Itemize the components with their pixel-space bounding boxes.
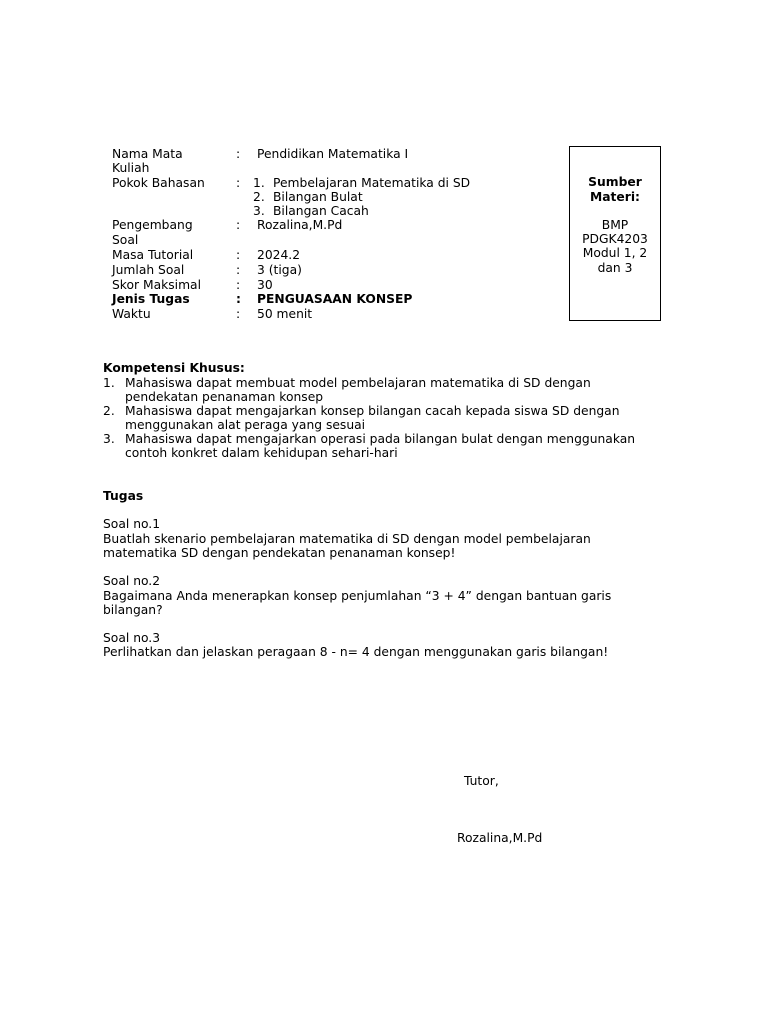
competency-text: Mahasiswa dapat membuat model pembelajaran matematika di SD dengan (125, 376, 591, 390)
source-line: dan 3 (597, 261, 633, 275)
source-line: BMP (601, 218, 629, 232)
competency-text: Mahasiswa dapat mengajarkan operasi pada bilangan bulat dengan menggunakan (125, 432, 636, 446)
tutorial-period-value: 2024.2 (257, 248, 301, 262)
question-text-cont: matematika SD dengan pendekatan penanaman konsep! (103, 546, 456, 560)
task-type-label: Jenis Tugas (112, 292, 190, 306)
task-type-colon: : (236, 292, 241, 306)
topic-label: Pokok Bahasan (112, 176, 205, 190)
question-text: Bagaimana Anda menerapkan konsep penjumlahan “3 + 4” dengan bantuan garis (103, 589, 612, 603)
course-name-value: Pendidikan Matematika I (257, 147, 409, 161)
question-count-colon: : (236, 263, 241, 277)
competency-text-cont: pendekatan penanaman konsep (125, 390, 324, 404)
duration-value: 50 menit (257, 307, 313, 321)
signature-role: Tutor, (464, 774, 499, 788)
topic-item-text: Bilangan Bulat (273, 190, 363, 204)
course-name-label-cont: Kuliah (112, 161, 150, 175)
source-line: Modul 1, 2 (582, 246, 648, 260)
duration-label: Waktu (112, 307, 151, 321)
question-text: Perlihatkan dan jelaskan peragaan 8 - n= 4 dengan menggunakan garis bilangan! (103, 645, 609, 659)
competency-text-cont: contoh konkret dalam kehidupan sehari-hari (125, 446, 398, 460)
duration-colon: : (236, 307, 241, 321)
task-type-value: PENGUASAAN KONSEP (257, 292, 413, 306)
question-count-label: Jumlah Soal (112, 263, 185, 277)
question-text-cont: bilangan? (103, 603, 163, 617)
competency-number: 1. (103, 376, 115, 390)
developer-colon: : (236, 218, 241, 232)
question-text: Buatlah skenario pembelajaran matematika di SD dengan model pembelajaran (103, 532, 591, 546)
competencies-heading: Kompetensi Khusus: (103, 361, 245, 375)
developer-label: Pengembang (112, 218, 193, 232)
source-title: Sumber (588, 175, 642, 189)
source-title-cont: Materi: (590, 190, 640, 204)
topic-item-number: 3. (253, 204, 265, 218)
topic-item-text: Bilangan Cacah (273, 204, 369, 218)
source-material-box (569, 146, 661, 321)
topic-item-number: 1. (253, 176, 265, 190)
max-score-label: Skor Maksimal (112, 278, 201, 292)
question-title: Soal no.3 (103, 631, 161, 645)
developer-label-cont: Soal (112, 233, 139, 247)
question-title: Soal no.1 (103, 517, 161, 531)
tutorial-period-colon: : (236, 248, 241, 262)
question-count-value: 3 (tiga) (257, 263, 302, 277)
tutorial-period-label: Masa Tutorial (112, 248, 194, 262)
max-score-value: 30 (257, 278, 273, 292)
topic-colon: : (236, 176, 241, 190)
signature-name: Rozalina,M.Pd (457, 831, 543, 845)
competency-number: 3. (103, 432, 115, 446)
competency-number: 2. (103, 404, 115, 418)
source-line: PDGK4203 (582, 232, 648, 246)
max-score-colon: : (236, 278, 241, 292)
topic-item-number: 2. (253, 190, 265, 204)
competency-text: Mahasiswa dapat mengajarkan konsep bilangan cacah kepada siswa SD dengan (125, 404, 620, 418)
tasks-heading: Tugas (103, 489, 144, 503)
question-title: Soal no.2 (103, 574, 161, 588)
topic-item-text: Pembelajaran Matematika di SD (273, 176, 471, 190)
competency-text-cont: menggunakan alat peraga yang sesuai (125, 418, 366, 432)
course-name-colon: : (236, 147, 241, 161)
developer-value: Rozalina,M.Pd (257, 218, 343, 232)
course-name-label: Nama Mata (112, 147, 183, 161)
